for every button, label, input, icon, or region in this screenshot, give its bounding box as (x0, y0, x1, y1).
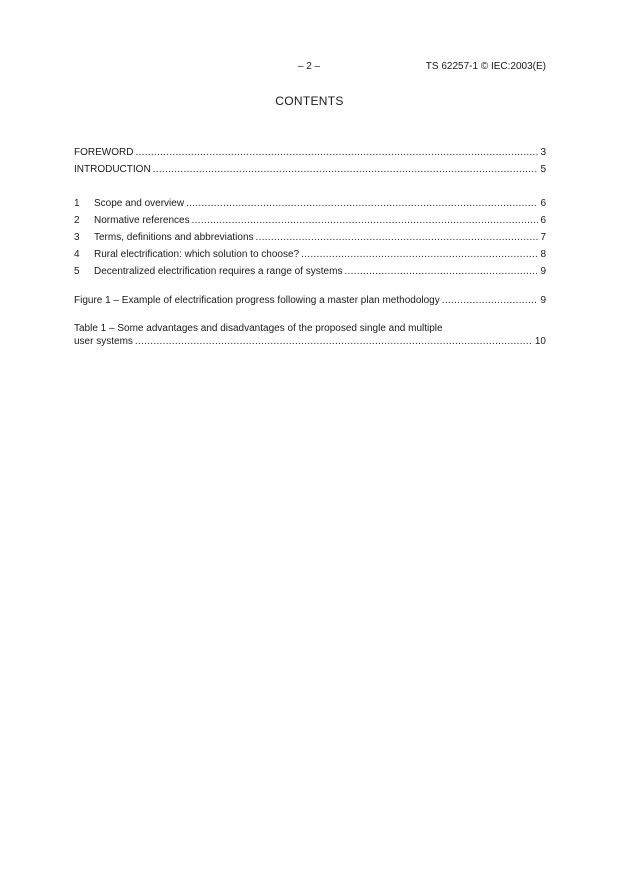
toc-page-number: 6 (540, 198, 546, 209)
page-title: CONTENTS (275, 94, 344, 108)
toc-entry-section-5[interactable] (74, 265, 546, 278)
toc-label: Scope and overview (94, 198, 185, 209)
toc-entry-table-1-line-1[interactable]: Table 1 – Some advantages and disadvantages of the proposed single and multiple (74, 323, 443, 334)
section-number: 5 (74, 266, 80, 277)
toc-label: user systems (74, 336, 133, 347)
dot-leader (153, 163, 539, 176)
toc-entry-figure-1[interactable] (74, 294, 546, 307)
section-number: 4 (74, 249, 80, 260)
toc-label: Terms, definitions and abbreviations (94, 232, 254, 243)
dot-leader (344, 265, 538, 278)
toc-label: Decentralized electrification requires a range of systems (94, 266, 343, 277)
toc-label: FOREWORD (74, 147, 134, 158)
toc-entry-table-1[interactable] (74, 335, 546, 348)
section-number: 1 (74, 198, 80, 209)
section-number: 3 (74, 232, 80, 243)
toc-page-number: 9 (540, 295, 546, 306)
toc-label: INTRODUCTION (74, 164, 151, 175)
dot-leader (192, 214, 539, 227)
page-number: – 2 – (297, 61, 321, 72)
toc-entry-section-1[interactable] (74, 197, 546, 210)
toc-entry-introduction[interactable] (74, 163, 546, 176)
toc-page-number: 6 (540, 215, 546, 226)
toc-entry-section-4[interactable] (74, 248, 546, 261)
toc-label: Normative references (94, 215, 190, 226)
toc-page-number: 8 (540, 249, 546, 260)
toc-page-number: 7 (540, 232, 546, 243)
dot-leader (256, 231, 539, 244)
toc-entry-section-3[interactable] (74, 231, 546, 244)
toc-entry-foreword[interactable] (74, 146, 546, 159)
toc-page-number: 9 (540, 266, 546, 277)
dot-leader (135, 146, 538, 159)
dot-leader (186, 197, 538, 210)
toc-page-number: 5 (540, 164, 546, 175)
toc-entry-section-2[interactable] (74, 214, 546, 227)
dot-leader (301, 248, 538, 261)
toc-page-number: 10 (534, 336, 546, 347)
document-id: TS 62257-1 © IEC:2003(E) (425, 61, 546, 72)
dot-leader (135, 335, 533, 348)
toc-label: Rural electrification: which solution to choose? (94, 249, 300, 260)
section-number: 2 (74, 215, 80, 226)
toc-label: Figure 1 – Example of electrification progress following a master plan methodology (74, 295, 440, 306)
dot-leader (442, 294, 539, 307)
toc-page-number: 3 (540, 147, 546, 158)
